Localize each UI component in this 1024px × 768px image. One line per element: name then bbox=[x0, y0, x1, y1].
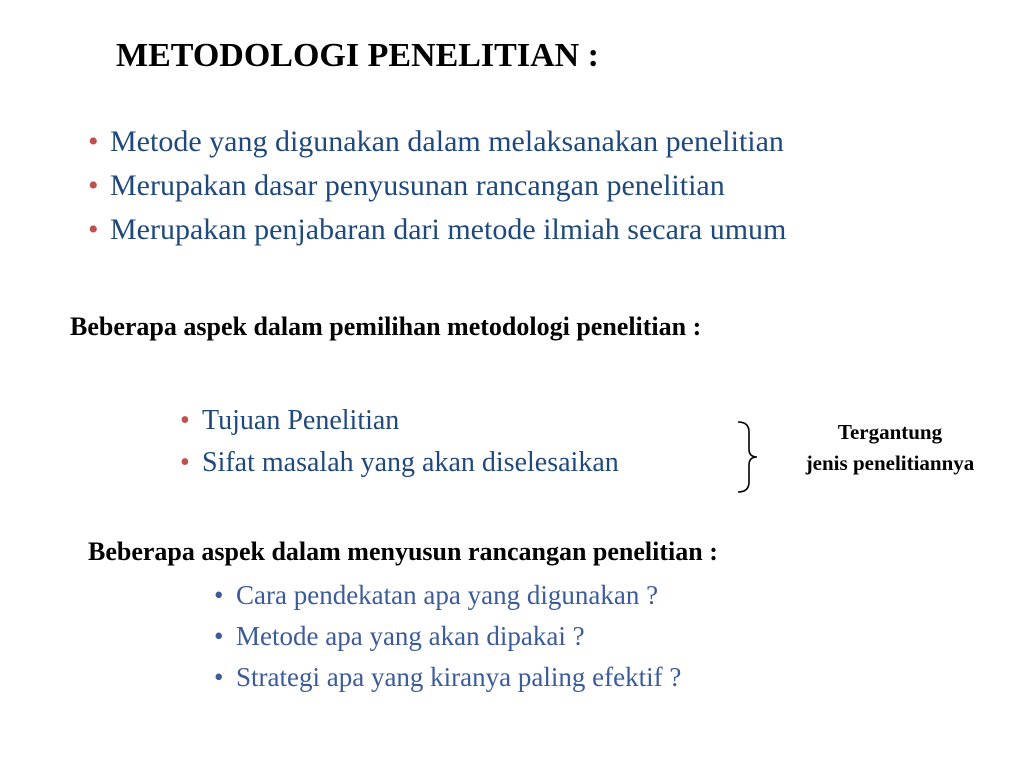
bullet-icon: • bbox=[214, 662, 224, 692]
slide-title: METODOLOGI PENELITIAN : bbox=[116, 37, 600, 74]
list-item-text: Merupakan dasar penyusunan rancangan penelitian bbox=[110, 169, 725, 202]
list-item-text: Tujuan Penelitian bbox=[202, 405, 400, 436]
bullet-icon: • bbox=[214, 580, 224, 610]
list-item bbox=[214, 616, 681, 657]
selection-heading: Beberapa aspek dalam pemilihan metodologi penelitian : bbox=[70, 312, 702, 341]
list-item bbox=[180, 400, 619, 442]
list-item bbox=[88, 120, 786, 164]
bullet-icon: • bbox=[88, 169, 99, 202]
bullet-icon: • bbox=[180, 405, 190, 436]
list-item bbox=[88, 164, 786, 208]
list-item-text: Metode yang digunakan dalam melaksanakan penelitian bbox=[110, 125, 784, 158]
list-item-text: Metode apa yang akan dipakai ? bbox=[236, 621, 585, 651]
bullet-icon: • bbox=[214, 621, 224, 651]
list-item-text: Merupakan penjabaran dari metode ilmiah secara umum bbox=[110, 213, 787, 246]
note-line: jenis penelitiannya bbox=[805, 451, 975, 475]
list-item bbox=[180, 442, 619, 484]
bullet-icon: • bbox=[88, 125, 99, 158]
list-item-text: Sifat masalah yang akan diselesaikan bbox=[202, 447, 619, 478]
selection-bullet-list bbox=[180, 400, 619, 484]
design-heading: Beberapa aspek dalam menyusun rancangan penelitian : bbox=[88, 537, 718, 566]
intro-bullet-list bbox=[88, 120, 787, 252]
dependency-note bbox=[772, 417, 1008, 479]
list-item bbox=[214, 657, 682, 698]
bullet-icon: • bbox=[180, 447, 190, 478]
curly-brace-icon bbox=[736, 420, 760, 494]
list-item bbox=[88, 208, 787, 252]
list-item-text: Cara pendekatan apa yang digunakan ? bbox=[236, 580, 659, 610]
note-line: Tergantung bbox=[837, 420, 943, 444]
bullet-icon: • bbox=[88, 213, 99, 246]
list-item bbox=[214, 575, 681, 616]
design-bullet-list bbox=[214, 575, 682, 698]
list-item-text: Strategi apa yang kiranya paling efektif ? bbox=[236, 662, 682, 692]
